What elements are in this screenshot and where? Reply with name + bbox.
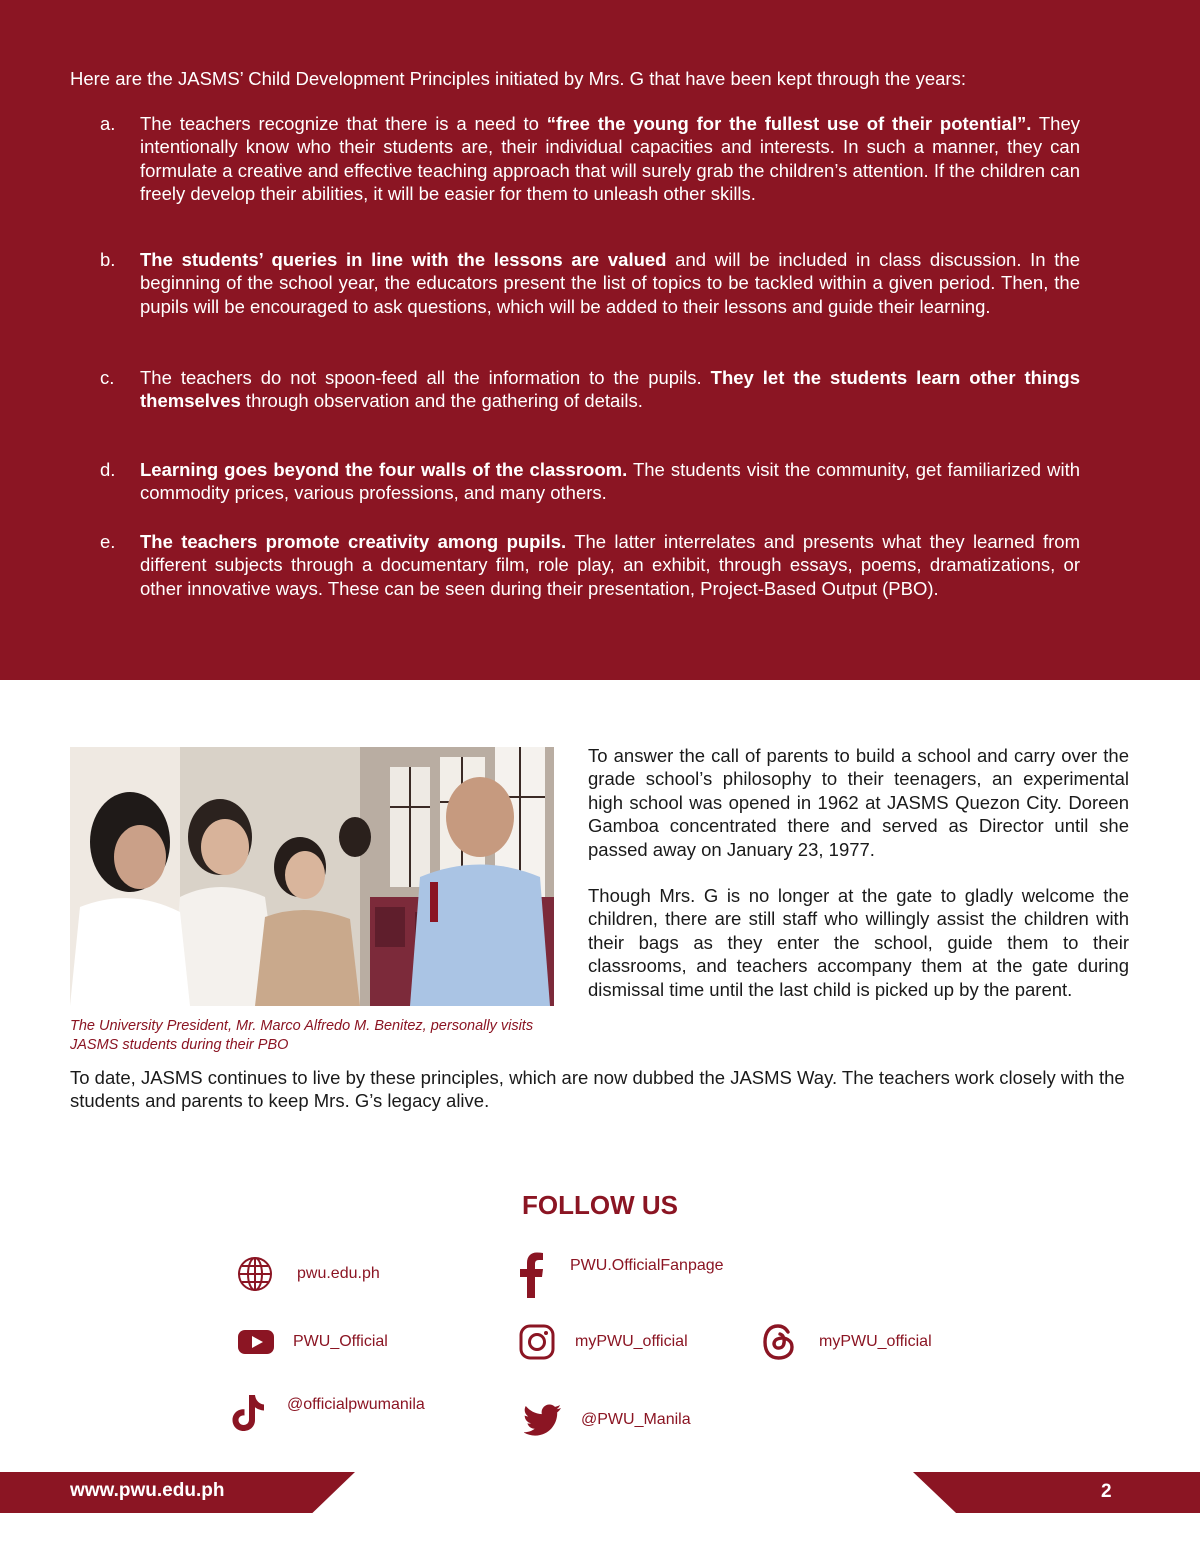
twitter-link[interactable] bbox=[524, 1404, 691, 1436]
facebook-icon bbox=[518, 1252, 544, 1298]
principle-text: The teachers do not spoon-feed all the information to the pupils. bbox=[140, 367, 711, 388]
principle-marker: a. bbox=[100, 113, 116, 134]
footer-website-link[interactable]: www.pwu.edu.ph bbox=[70, 1480, 225, 1501]
principle-text: The teachers recognize that there is a need to bbox=[140, 113, 547, 134]
closing-paragraph: To date, JASMS continues to live by these principles, which are now dubbed the JASMS Way. The teachers work closely with the students and parents to keep Mrs. G’s legacy alive. bbox=[70, 1067, 1125, 1112]
principle-b bbox=[70, 248, 1080, 318]
principle-marker: d. bbox=[100, 459, 116, 480]
threads-icon bbox=[761, 1323, 797, 1361]
principle-marker: b. bbox=[100, 249, 116, 270]
principles-panel bbox=[0, 0, 1200, 680]
principle-highlight: They let the students learn other things themselves bbox=[140, 367, 1080, 412]
principle-d bbox=[70, 458, 1080, 505]
threads-link[interactable] bbox=[761, 1323, 932, 1361]
principle-highlight: “free the young for the fullest use of their potential”. bbox=[546, 113, 1032, 134]
principle-a bbox=[70, 112, 1080, 206]
tiktok-link[interactable] bbox=[231, 1394, 425, 1432]
website-label: pwu.edu.ph bbox=[297, 1265, 380, 1282]
globe-icon bbox=[237, 1256, 273, 1292]
principles-intro: Here are the JASMS’ Child Development Principles initiated by Mrs. G that have been kept through the years: bbox=[70, 68, 966, 89]
youtube-label: PWU_Official bbox=[293, 1333, 388, 1350]
instagram-label: myPWU_official bbox=[575, 1333, 688, 1350]
history-paragraph-2: Though Mrs. G is no longer at the gate to gladly welcome the children, there are still staff who willingly assist the children with their bags as they enter the school, guide them to their classrooms, and teachers accompany them at the gate during dismissal time until the last child is picked up by the parent. bbox=[588, 885, 1129, 1000]
facebook-link[interactable] bbox=[518, 1252, 724, 1298]
principle-marker: c. bbox=[100, 367, 115, 388]
facebook-label: PWU.OfficialFanpage bbox=[570, 1257, 724, 1274]
photo-caption: The University President, Mr. Marco Alfredo M. Benitez, personally visits JASMS students during their PBO bbox=[70, 1018, 534, 1053]
page-number: 2 bbox=[1101, 1481, 1112, 1502]
principle-highlight: The students’ queries in line with the lessons are valued bbox=[140, 249, 667, 270]
photo-illustration bbox=[70, 747, 554, 1006]
principle-highlight: Learning goes beyond the four walls of the classroom. bbox=[140, 459, 628, 480]
principle-e bbox=[70, 530, 1080, 600]
threads-label: myPWU_official bbox=[819, 1333, 932, 1350]
twitter-icon bbox=[524, 1404, 562, 1436]
instagram-link[interactable] bbox=[519, 1324, 688, 1360]
tiktok-icon bbox=[231, 1394, 265, 1432]
twitter-label: @PWU_Manila bbox=[581, 1411, 691, 1428]
pbo-visit-photo bbox=[70, 747, 554, 1006]
tiktok-label: @officialpwumanila bbox=[287, 1396, 425, 1413]
principle-c bbox=[70, 366, 1080, 413]
youtube-icon bbox=[238, 1328, 274, 1356]
principle-text: through observation and the gathering of details. bbox=[240, 390, 643, 412]
instagram-icon bbox=[519, 1324, 555, 1360]
principle-highlight: The teachers promote creativity among pupils. bbox=[140, 531, 567, 552]
principle-text: They intentionally know who their students are, their individual capacities and interests. In such a manner, they can formulate a creative and effective teaching approach that will surely grab the children’s attention. If the children can freely develop their abilities, it will be easier for them to unleash other skills. bbox=[140, 113, 1080, 205]
history-paragraph-1: To answer the call of parents to build a school and carry over the grade school’s philosophy to their teenagers, an experimental high school was opened in 1962 at JASMS Quezon City. Doreen Gamboa concentrated there and served as Director until she passed away on January 23, 1977. bbox=[588, 745, 1129, 860]
principle-text: The latter interrelates and presents what they learned from different subjects through a documentary film, role play, an exhibit, through essays, poems, dramatizations, or other innovative ways. These can be seen during their presentation, Project-Based Output (PBO). bbox=[140, 531, 1080, 599]
principle-marker: e. bbox=[100, 531, 116, 552]
history-column bbox=[588, 744, 1129, 1001]
follow-us-heading: FOLLOW US bbox=[522, 1190, 678, 1220]
principle-text: and will be included in class discussion. In the beginning of the school year, the educators present the list of topics to be tackled within a given period. Then, the pupils will be encouraged to ask questions, which will be added to their lessons and guide their learning. bbox=[140, 249, 1080, 317]
youtube-link[interactable] bbox=[238, 1328, 388, 1356]
website-link[interactable] bbox=[237, 1256, 380, 1292]
principle-text: The students visit the community, get familiarized with commodity prices, various professions, and many others. bbox=[140, 459, 1080, 504]
footer-right-band bbox=[913, 1472, 1200, 1513]
